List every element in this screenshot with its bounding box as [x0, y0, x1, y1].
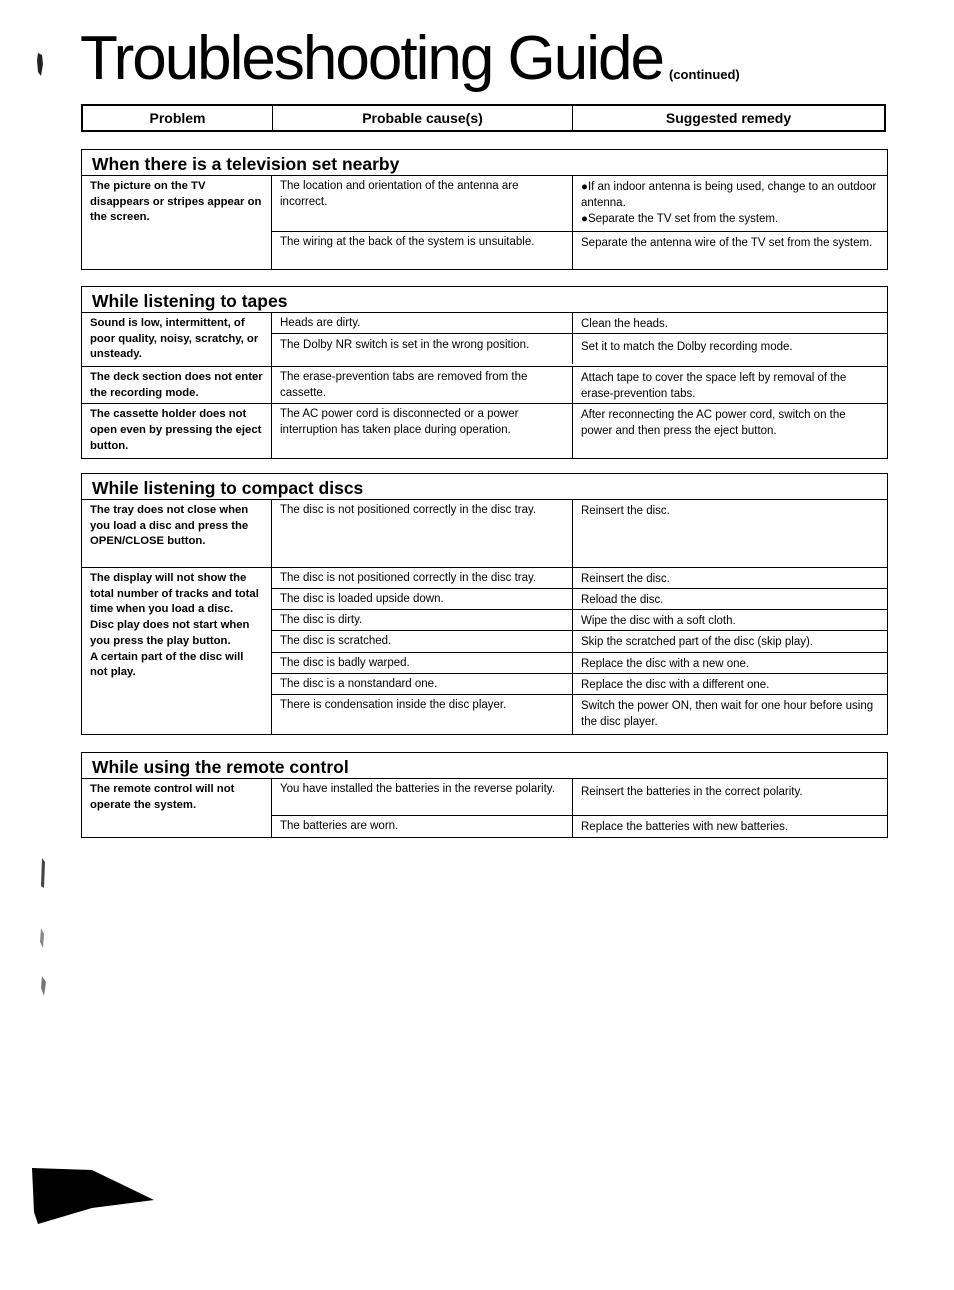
remedy-cell: Replace the disc with a new one. [581, 658, 750, 670]
remedy-cell: After reconnecting the AC power cord, switch on the power and then press the eject button. [581, 409, 846, 438]
cause-rows [272, 404, 887, 458]
problem-group [82, 568, 887, 734]
scan-artifact-left [38, 858, 50, 998]
table-row [272, 367, 887, 403]
remedy-cell: Reinsert the disc. [581, 573, 670, 585]
remedy-cell: Set it to match the Dolby recording mode. [581, 341, 793, 353]
remedy-cell: Replace the disc with a different one. [581, 679, 770, 691]
remedy-cell: Attach tape to cover the space left by removal of the erase-prevention tabs. [581, 372, 847, 401]
page-title: Troubleshooting Guide [80, 24, 663, 93]
table-row [272, 653, 887, 674]
table-row [272, 589, 887, 610]
section-title: While listening to compact discs [82, 474, 887, 500]
problem-group [82, 404, 887, 458]
text-line: ●Separate the TV set from the system. [581, 213, 779, 225]
section-title: While using the remote control [82, 753, 887, 779]
table-row [272, 500, 887, 567]
cause-rows [272, 500, 887, 567]
text-line: ●If an indoor antenna is being used, change to an outdoor antenna. [581, 181, 877, 209]
table-row [272, 779, 887, 816]
cause-cell: You have installed the batteries in the reverse polarity. [272, 779, 573, 815]
scan-mark-top [36, 52, 44, 78]
cause-cell: The disc is scratched. [272, 631, 573, 652]
table-row [272, 176, 887, 232]
remedy-cell: Switch the power ON, then wait for one hour before using the disc player. [581, 700, 874, 728]
problem-cell: The cassette holder does not open even by pressing the eject button. [82, 404, 272, 458]
cause-rows [272, 367, 887, 403]
remedy-cell: Skip the scratched part of the disc (skip play). [581, 636, 814, 648]
section-title: While listening to tapes [82, 287, 887, 313]
cause-cell: The disc is not positioned correctly in the disc tray. [272, 568, 573, 588]
problem-group [82, 313, 887, 367]
problem-group [82, 500, 887, 568]
section-title: When there is a television set nearby [82, 150, 887, 176]
section-tapes [81, 286, 888, 459]
header-remedy: Suggested remedy [665, 110, 792, 126]
problem-cell: The tray does not close when you load a disc and press the OPEN/CLOSE button. [82, 500, 272, 567]
section-remote-control [81, 752, 888, 838]
cause-cell: The disc is badly warped. [272, 653, 573, 673]
header-problem: Problem [83, 106, 273, 130]
table-row [272, 404, 887, 458]
table-row [272, 334, 887, 364]
table-row [272, 695, 887, 734]
table-row [272, 232, 887, 269]
section-compact-discs [81, 473, 888, 735]
problem-cell: The picture on the TV disappears or stripes appear on the screen. [82, 176, 272, 269]
text-line: A certain part of the disc will not play. [90, 650, 244, 679]
remedy-cell: Reinsert the batteries in the correct polarity. [581, 786, 803, 798]
cause-cell: The batteries are worn. [272, 816, 573, 837]
remedy-cell [573, 176, 887, 231]
remedy-cell: Reload the disc. [581, 594, 664, 606]
cause-cell: The disc is a nonstandard one. [272, 674, 573, 694]
table-row [272, 674, 887, 695]
problem-cell: The remote control will not operate the system. [82, 779, 272, 837]
problem-group [82, 176, 887, 269]
page-tab-arrow [32, 1168, 156, 1226]
cause-cell: The disc is dirty. [272, 610, 573, 630]
cause-cell: The erase-prevention tabs are removed from the cassette. [272, 367, 573, 403]
problem-cell [82, 568, 272, 734]
cause-rows [272, 779, 887, 837]
cause-cell: The disc is not positioned correctly in the disc tray. [272, 500, 573, 567]
problem-group [82, 779, 887, 837]
table-row [272, 313, 887, 334]
problem-cell: Sound is low, intermittent, of poor quality, noisy, scratchy, or unsteady. [82, 313, 272, 366]
table-row [272, 568, 887, 589]
cause-rows [272, 568, 887, 734]
cause-cell: Heads are dirty. [272, 313, 573, 333]
header-cause: Probable cause(s) [273, 106, 573, 130]
remedy-cell: Reinsert the disc. [581, 505, 670, 517]
cause-cell: The disc is loaded upside down. [272, 589, 573, 609]
text-line: The display will not show the total number of tracks and total time when you load a disc. [90, 572, 259, 616]
cause-cell: The location and orientation of the antenna are incorrect. [272, 176, 573, 231]
cause-cell: The wiring at the back of the system is unsuitable. [272, 232, 573, 269]
cause-cell: The AC power cord is disconnected or a power interruption has taken place during operation. [272, 404, 573, 458]
page-header [80, 24, 740, 94]
cause-rows [272, 313, 887, 366]
problem-group [82, 367, 887, 404]
remedy-cell: Clean the heads. [581, 318, 668, 330]
column-header-bar [81, 104, 886, 132]
text-line: Disc play does not start when you press the play button. [90, 619, 250, 647]
page-subtitle: (continued) [669, 67, 740, 82]
remedy-cell: Separate the antenna wire of the TV set from the system. [581, 237, 873, 249]
section-television [81, 149, 888, 270]
problem-cell: The deck section does not enter the recording mode. [82, 367, 272, 403]
cause-cell: The Dolby NR switch is set in the wrong position. [272, 334, 573, 364]
remedy-bullet [581, 179, 879, 227]
table-row [272, 631, 887, 653]
table-row [272, 610, 887, 631]
cause-rows [272, 176, 887, 269]
problem-lines [90, 571, 263, 681]
remedy-cell: Wipe the disc with a soft cloth. [581, 615, 736, 627]
cause-cell: There is condensation inside the disc player. [272, 695, 573, 734]
table-row [272, 816, 887, 837]
remedy-cell: Replace the batteries with new batteries. [581, 821, 789, 833]
